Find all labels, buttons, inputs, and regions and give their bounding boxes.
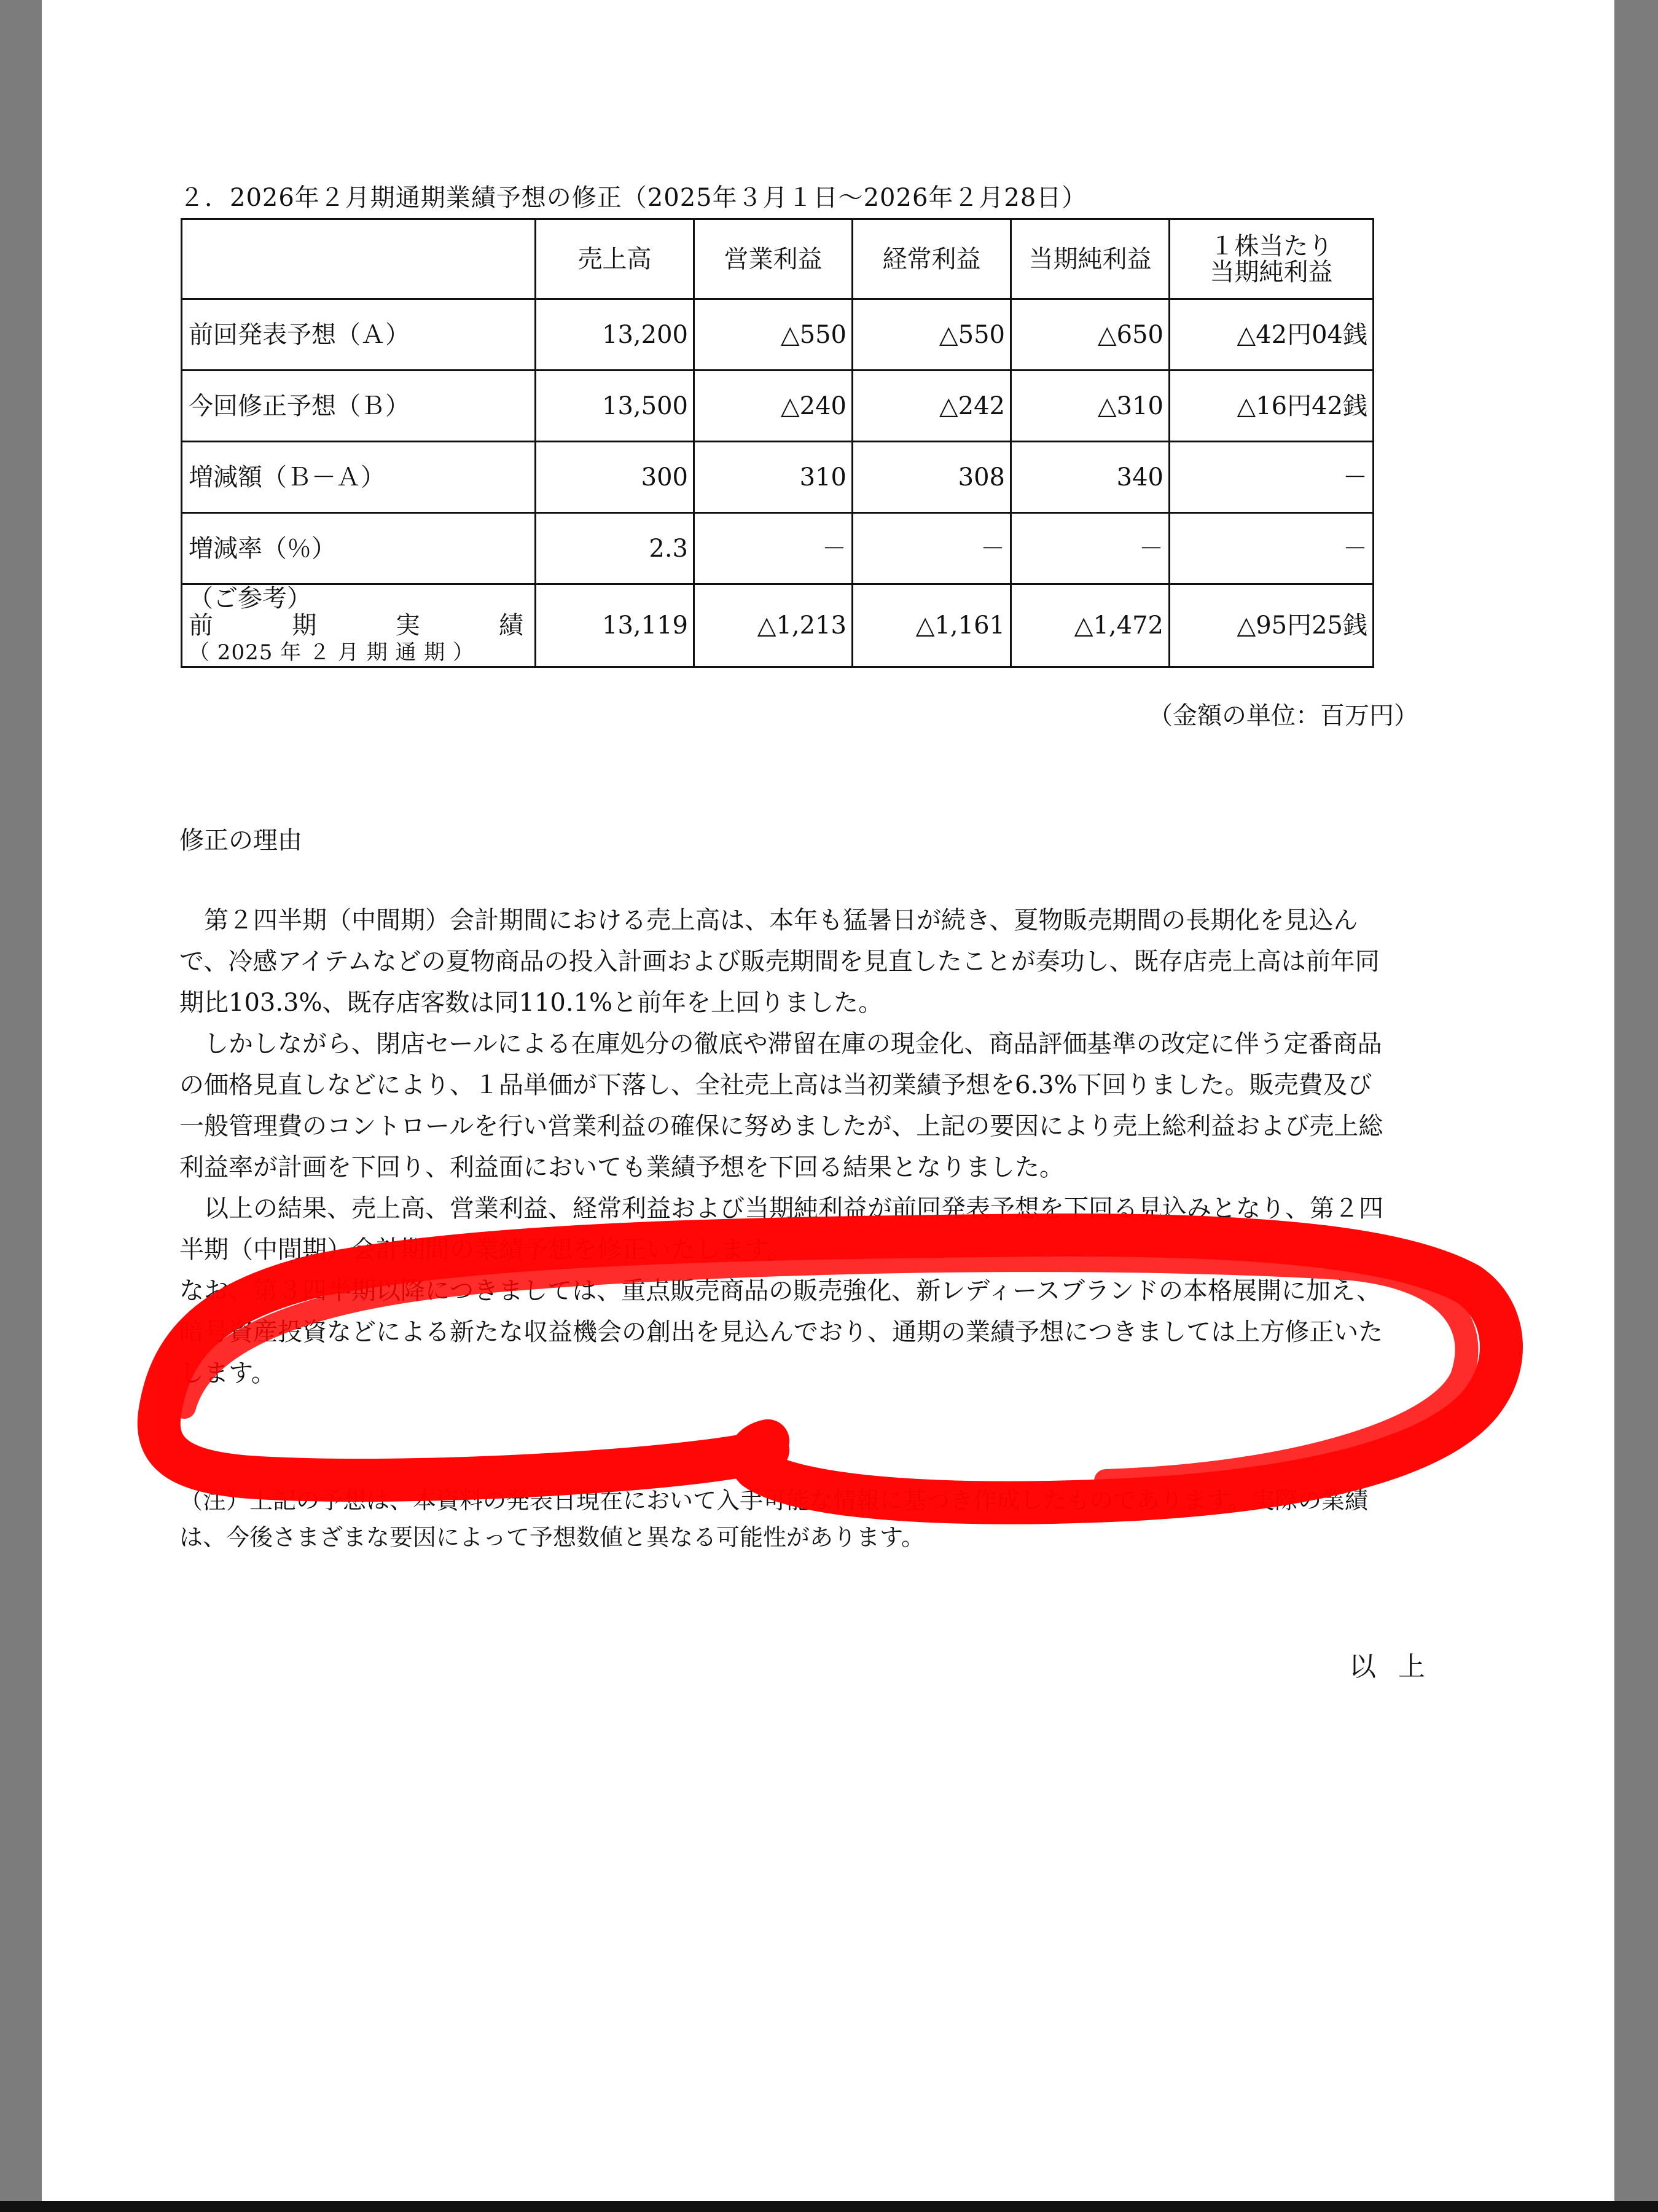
table-cell: △1,213 [694, 584, 853, 667]
table-row-reference [182, 584, 1374, 667]
table-header-sales: 売上高 [536, 219, 694, 299]
row-label: 今回修正予想（Ｂ） [182, 371, 536, 442]
table-row [182, 299, 1374, 371]
table-cell: 13,500 [536, 371, 694, 442]
table-cell: △650 [1011, 299, 1170, 371]
reference-label-line3: （ 2025 年 ２ 月 期 通 期 ） [189, 640, 474, 665]
table-cell: △95円25銭 [1170, 584, 1374, 667]
reference-label-line1: （ご参考） [189, 584, 311, 613]
reference-label [182, 584, 536, 667]
table-cell: 2.3 [536, 513, 694, 584]
reference-char: 前 [189, 611, 213, 640]
table-cell: 308 [853, 442, 1011, 513]
reference-char: 績 [498, 611, 523, 640]
table-row [182, 513, 1374, 584]
reason-body [179, 900, 1383, 1394]
table-cell: － [1011, 513, 1170, 584]
table-row [182, 371, 1374, 442]
table-cell: △1,472 [1011, 584, 1170, 667]
table-cell: － [694, 513, 853, 584]
eps-header-line2: 当期純利益 [1210, 257, 1333, 286]
table-cell: △1,161 [853, 584, 1011, 667]
table-header-eps [1170, 219, 1374, 299]
reason-heading: 修正の理由 [179, 826, 302, 855]
table-cell: 340 [1011, 442, 1170, 513]
disclaimer-note: （注）上記の予想は、本資料の発表日現在において入手可能な情報に基づき作成したものであります。実際の業績は、今後さまざまな要因によって予想数値と異なる可能性があります。 [179, 1487, 1368, 1551]
table-cell: － [1170, 513, 1374, 584]
table-header-net-profit: 当期純利益 [1011, 219, 1170, 299]
table-row [182, 442, 1374, 513]
table-cell: △242 [853, 371, 1011, 442]
table-cell: 300 [536, 442, 694, 513]
row-label: 増減率（％） [182, 513, 536, 584]
table-cell: － [1170, 442, 1374, 513]
reference-char: 実 [395, 611, 420, 640]
table-header-row [182, 219, 1374, 299]
table-cell: 13,200 [536, 299, 694, 371]
forecast-table [181, 218, 1374, 668]
table-cell: △16円42銭 [1170, 371, 1374, 442]
table-cell: △240 [694, 371, 853, 442]
reason-paragraph: 第２四半期（中間期）会計期間における売上高は、本年も猛暑日が続き、夏物販売期間の長期化を見込んで、冷感アイテムなどの夏物商品の投入計画および販売期間を見直したことが奏功し、既存店売上高は前年同期比103.3%、既存店客数は同110.1%と前年を上回りました。 [179, 906, 1380, 1017]
reason-paragraph: しかしながら、閉店セールによる在庫処分の徹底や滞留在庫の現金化、商品評価基準の改定に伴う定番商品の価格見直しなどにより、１品単価が下落し、全社売上高は当初業績予想を6.3%下回りました。販売費及び一般管理費のコントロールを行い営業利益の確保に努めましたが、上記の要因により売上総利益および売上総利益率が計画を下回り、利益面においても業績予想を下回る結果となりました。 [179, 1030, 1383, 1182]
table-cell: △310 [1011, 371, 1170, 442]
table-header-blank [182, 219, 536, 299]
table-header-ordinary-profit: 経常利益 [853, 219, 1011, 299]
reason-paragraph: 以上の結果、売上高、営業利益、経常利益および当期純利益が前回発表予想を下回る見込みとなり、第２四半期（中間期）会計期間の業績予想を修正いたします。 [179, 1194, 1383, 1264]
row-label: 増減額（Ｂ－Ａ） [182, 442, 536, 513]
unit-note: （金額の単位：百万円） [1148, 702, 1418, 730]
table-cell: △550 [853, 299, 1011, 371]
row-label: 前回発表予想（Ａ） [182, 299, 536, 371]
table-cell: △42円04銭 [1170, 299, 1374, 371]
table-cell: 310 [694, 442, 853, 513]
table-cell: － [853, 513, 1011, 584]
reference-label-line2 [189, 612, 530, 639]
eps-header-line1: １株当たり [1210, 232, 1333, 261]
table-cell: △550 [694, 299, 853, 371]
end-mark: 以上 [1349, 1651, 1447, 1682]
table-cell: 13,119 [536, 584, 694, 667]
reason-paragraph: なお、第３四半期以降につきましては、重点販売商品の販売強化、新レディースブランドの本格展開に加え、暗号資産投資などによる新たな収益機会の創出を見込んでおり、通期の業績予想につきましては上方修正いたします。 [179, 1277, 1383, 1387]
reference-char: 期 [292, 611, 317, 640]
section-title: ２．2026年２月期通期業績予想の修正（2025年３月１日〜2026年２月28日） [179, 184, 1087, 212]
table-header-operating-profit: 営業利益 [694, 219, 853, 299]
bottom-bar [0, 2201, 1658, 2212]
